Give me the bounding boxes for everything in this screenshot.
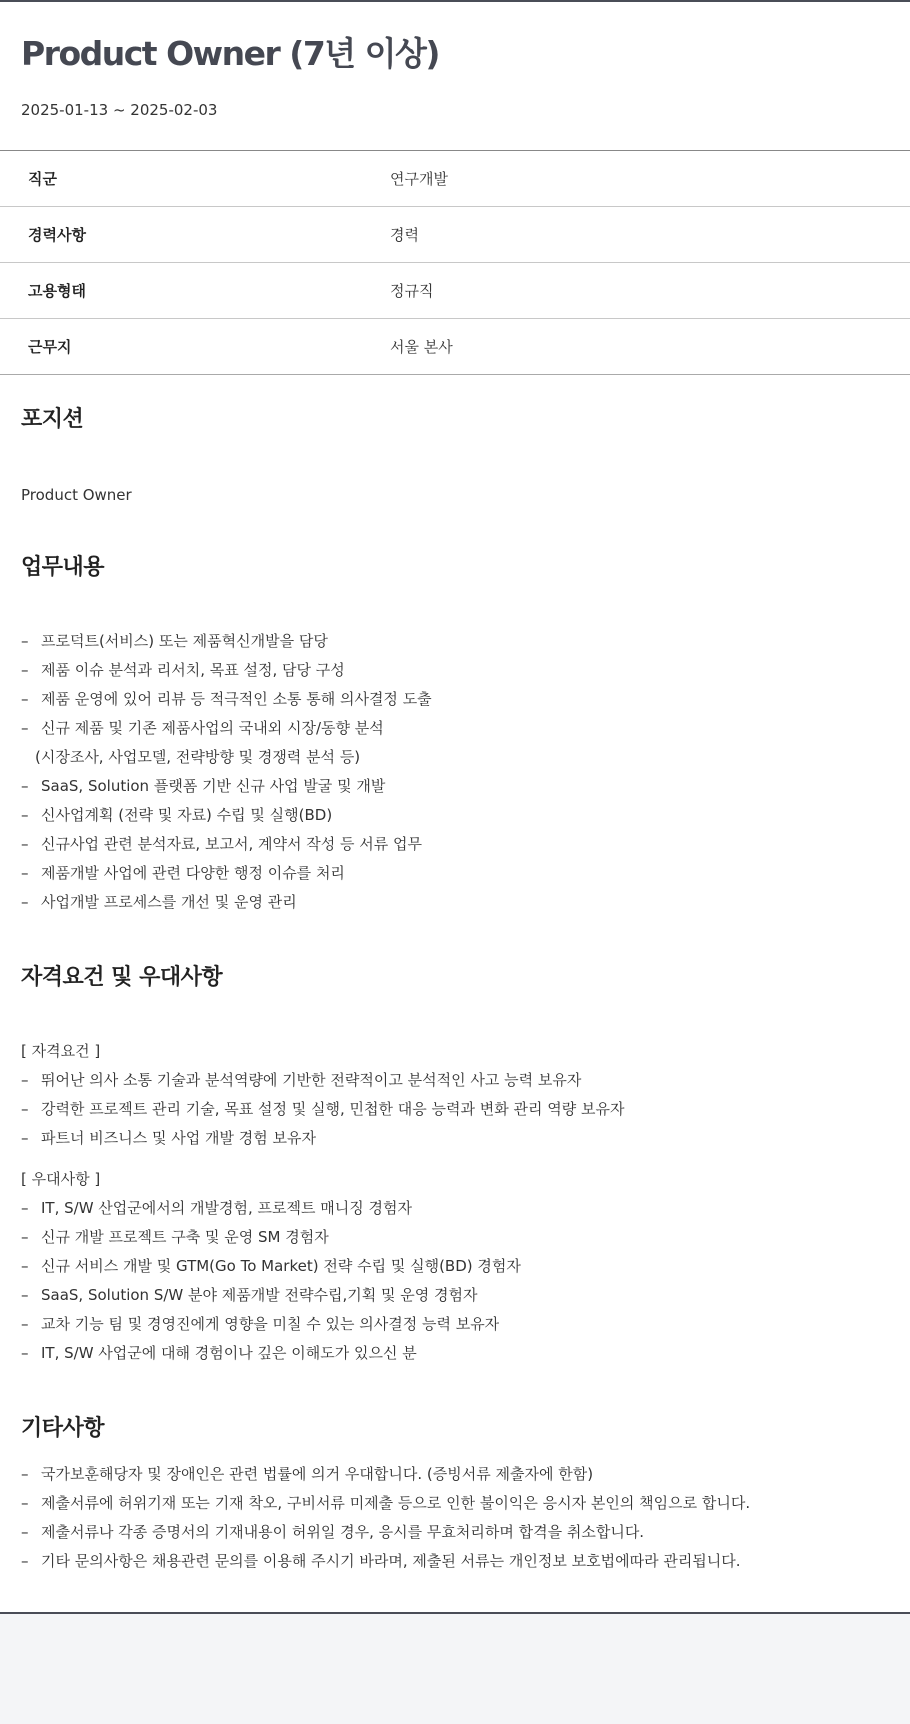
list-item bbox=[21, 1547, 889, 1576]
dash: – bbox=[21, 1344, 29, 1362]
info-row-location bbox=[0, 319, 910, 375]
dash: – bbox=[21, 719, 29, 737]
info-value: 경력 bbox=[390, 226, 419, 244]
dash: – bbox=[21, 632, 29, 650]
list-item bbox=[21, 1281, 889, 1310]
etc-list bbox=[21, 1460, 889, 1612]
duties-list bbox=[21, 627, 889, 917]
dash: – bbox=[21, 1228, 29, 1246]
list-item-text: 신규사업 관련 분석자료, 보고서, 계약서 작성 등 서류 업무 bbox=[41, 835, 422, 853]
dash: – bbox=[21, 1257, 29, 1275]
list-item-text: 신사업계획 (전략 및 자료) 수립 및 실행(BD) bbox=[41, 806, 333, 824]
list-item-text: 뛰어난 의사 소통 기술과 분석역량에 기반한 전략적이고 분석적인 사고 능력 보유자 bbox=[41, 1071, 582, 1089]
list-item-text: IT, S/W 산업군에서의 개발경험, 프로젝트 매니징 경험자 bbox=[41, 1199, 412, 1217]
dash: – bbox=[21, 777, 29, 795]
dash: – bbox=[21, 1523, 29, 1541]
list-item bbox=[21, 1194, 889, 1223]
dash: – bbox=[21, 1129, 29, 1147]
info-label: 경력사항 bbox=[28, 226, 86, 244]
dash: – bbox=[21, 1465, 29, 1483]
preferred-heading: [ 우대사항 ] bbox=[21, 1170, 101, 1188]
list-item bbox=[21, 1339, 889, 1368]
list-item bbox=[21, 1066, 889, 1095]
list-item-continuation: (시장조사, 사업모델, 전략방향 및 경쟁력 분석 등) bbox=[35, 748, 361, 766]
dash: – bbox=[21, 1100, 29, 1118]
job-period: 2025-01-13 ~ 2025-02-03 bbox=[21, 101, 218, 119]
preferred-list bbox=[21, 1165, 889, 1368]
list-item bbox=[21, 685, 889, 714]
info-row-experience bbox=[0, 207, 910, 263]
list-item-text: 신규 제품 및 기존 제품사업의 국내외 시장/동향 분석 bbox=[41, 719, 384, 737]
info-label: 근무지 bbox=[28, 338, 72, 356]
list-item-text: 프로덕트(서비스) 또는 제품혁신개발을 담당 bbox=[41, 632, 328, 650]
required-heading: [ 자격요건 ] bbox=[21, 1042, 101, 1060]
list-item-text: 제품 운영에 있어 리뷰 등 적극적인 소통 통해 의사결정 도출 bbox=[41, 690, 432, 708]
list-item bbox=[21, 627, 889, 656]
dash: – bbox=[21, 893, 29, 911]
list-item-text: 제출서류에 허위기재 또는 기재 착오, 구비서류 미제출 등으로 인한 불이익은 응시자 본인의 책임으로 합니다. bbox=[41, 1494, 751, 1512]
list-item bbox=[21, 1124, 889, 1153]
position-text: Product Owner bbox=[21, 486, 132, 504]
list-item bbox=[21, 1252, 889, 1281]
list-item-text: 강력한 프로젝트 관리 기술, 목표 설정 및 실행, 민첩한 대응 능력과 변화 관리 역량 보유자 bbox=[41, 1100, 625, 1118]
list-item-text: SaaS, Solution S/W 분야 제품개발 전략수립,기획 및 운영 경험자 bbox=[41, 1286, 478, 1304]
dash: – bbox=[21, 1286, 29, 1304]
list-item-text: 파트너 비즈니스 및 사업 개발 경험 보유자 bbox=[41, 1129, 316, 1147]
dash: – bbox=[21, 1494, 29, 1512]
info-value: 서울 본사 bbox=[390, 338, 453, 356]
job-title: Product Owner (7년 이상) bbox=[21, 34, 439, 73]
list-item bbox=[21, 1223, 889, 1252]
info-row-employment-type bbox=[0, 263, 910, 319]
dash: – bbox=[21, 864, 29, 882]
list-item bbox=[21, 1310, 889, 1339]
list-item bbox=[21, 859, 889, 888]
list-item bbox=[21, 1489, 889, 1518]
dash: – bbox=[21, 661, 29, 679]
section-title-qualifications: 자격요건 및 우대사항 bbox=[21, 965, 223, 990]
list-item-text: 제품개발 사업에 관련 다양한 행정 이슈를 처리 bbox=[41, 864, 345, 882]
list-item bbox=[21, 656, 889, 685]
info-label: 직군 bbox=[28, 170, 57, 188]
list-item-text: 신규 개발 프로젝트 구축 및 운영 SM 경험자 bbox=[41, 1228, 329, 1246]
list-item bbox=[21, 1460, 889, 1489]
dash: – bbox=[21, 1071, 29, 1089]
job-info-table bbox=[0, 150, 910, 375]
list-item bbox=[21, 1518, 889, 1547]
list-item-text: 국가보훈해당자 및 장애인은 관련 법률에 의거 우대합니다. (증빙서류 제출자에 한함) bbox=[41, 1465, 594, 1483]
info-value: 정규직 bbox=[390, 282, 434, 300]
section-title-duties: 업무내용 bbox=[21, 555, 105, 580]
list-item bbox=[21, 1095, 889, 1124]
list-item-text: 제출서류나 각종 증명서의 기재내용이 허위일 경우, 응시를 무효처리하며 합격을 취소합니다. bbox=[41, 1523, 645, 1541]
section-title-etc: 기타사항 bbox=[21, 1416, 105, 1441]
page-footer-background bbox=[0, 1614, 910, 1696]
info-label: 고용형태 bbox=[28, 282, 86, 300]
list-item bbox=[21, 830, 889, 859]
list-item-text: SaaS, Solution 플랫폼 기반 신규 사업 발굴 및 개발 bbox=[41, 777, 386, 795]
info-row-category bbox=[0, 151, 910, 207]
dash: – bbox=[21, 1315, 29, 1333]
list-item bbox=[21, 888, 889, 917]
dash: – bbox=[21, 1552, 29, 1570]
list-item-text: 신규 서비스 개발 및 GTM(Go To Market) 전략 수립 및 실행(BD) 경험자 bbox=[41, 1257, 521, 1275]
info-value: 연구개발 bbox=[390, 170, 448, 188]
list-item-text: 기타 문의사항은 채용관련 문의를 이용해 주시기 바라며, 제출된 서류는 개인정보 보호법에따라 관리됩니다. bbox=[41, 1552, 741, 1570]
list-item-text: IT, S/W 사업군에 대해 경험이나 깊은 이해도가 있으신 분 bbox=[41, 1344, 417, 1362]
dash: – bbox=[21, 806, 29, 824]
list-item bbox=[21, 801, 889, 830]
list-item bbox=[21, 772, 889, 801]
dash: – bbox=[21, 835, 29, 853]
list-item-text: 사업개발 프로세스를 개선 및 운영 관리 bbox=[41, 893, 297, 911]
job-header bbox=[0, 2, 910, 150]
required-list bbox=[21, 1037, 889, 1153]
job-description bbox=[0, 405, 910, 1612]
list-item-text: 제품 이슈 분석과 리서치, 목표 설정, 담당 구성 bbox=[41, 661, 345, 679]
dash: – bbox=[21, 1199, 29, 1217]
list-item bbox=[21, 714, 889, 743]
list-item-text: 교차 기능 팀 및 경영진에게 영향을 미칠 수 있는 의사결정 능력 보유자 bbox=[41, 1315, 500, 1333]
dash: – bbox=[21, 690, 29, 708]
section-title-position: 포지션 bbox=[21, 407, 84, 432]
